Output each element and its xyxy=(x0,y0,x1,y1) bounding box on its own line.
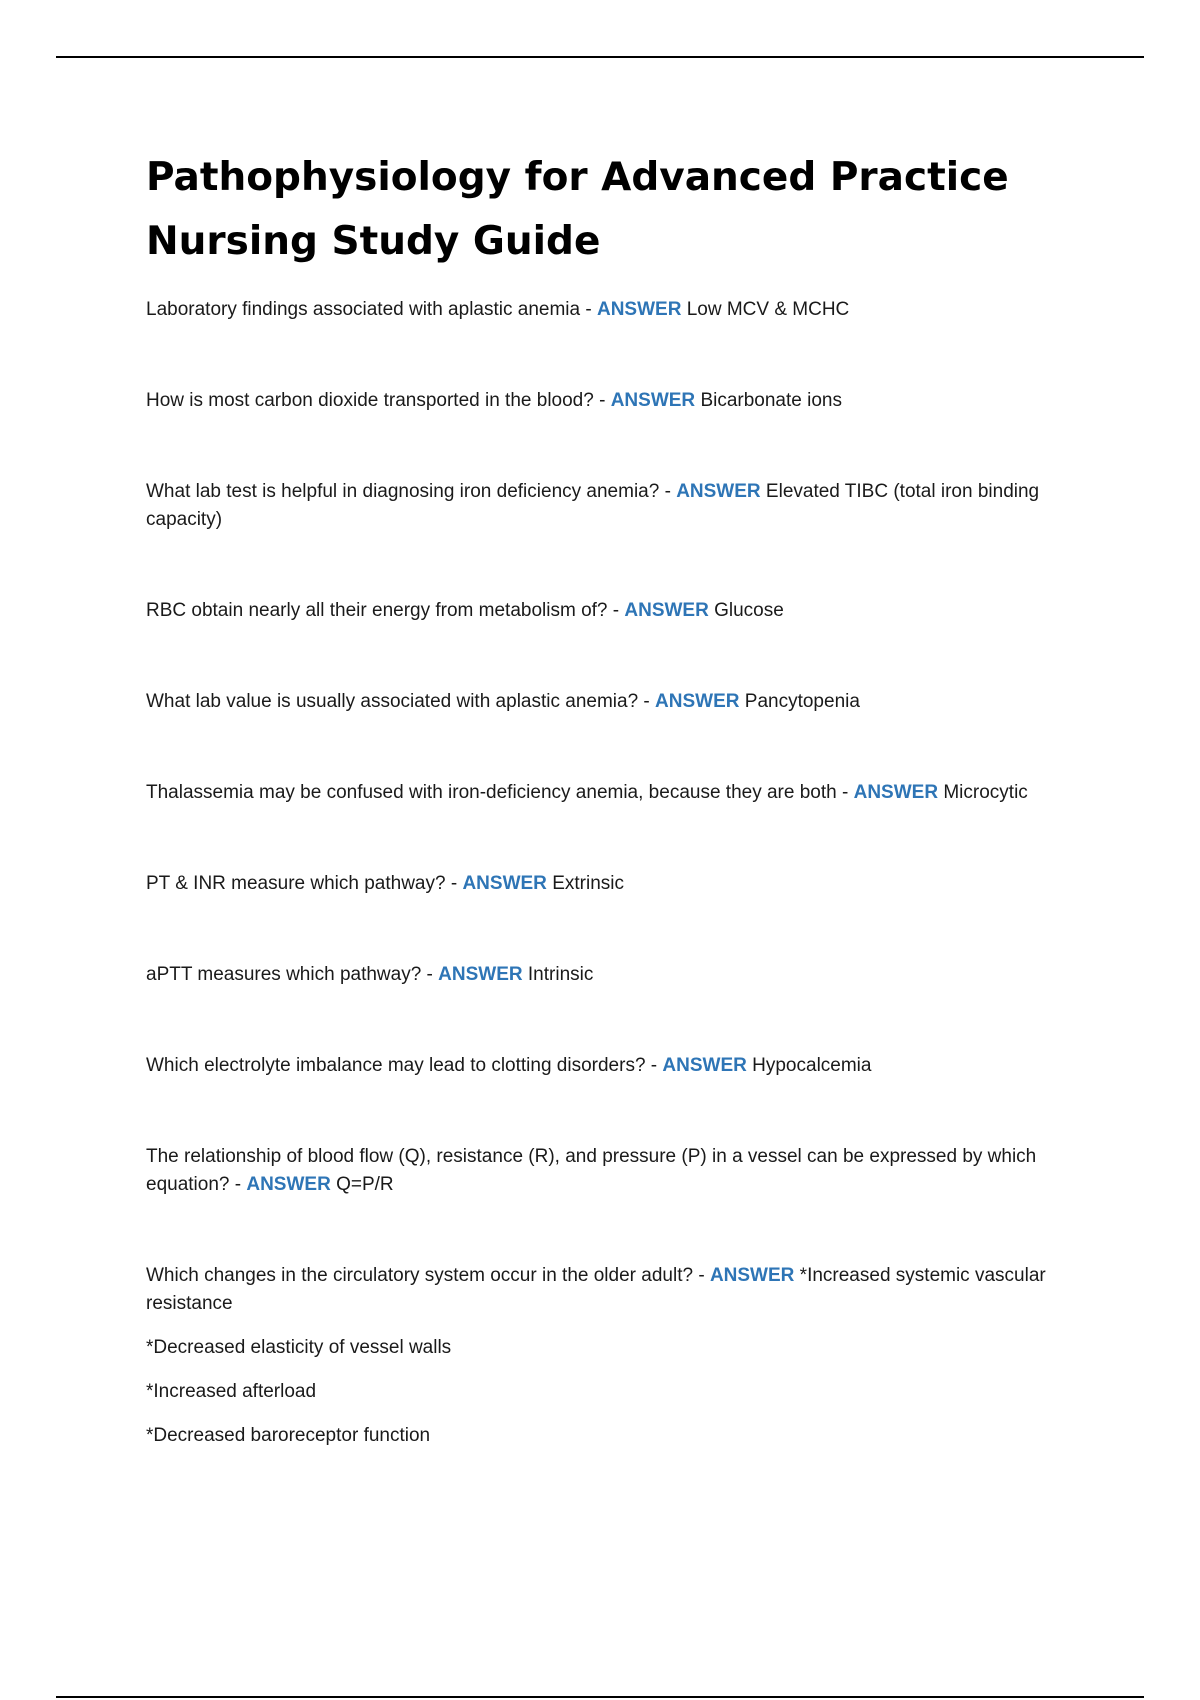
question-text: RBC obtain nearly all their energy from metabolism of? - xyxy=(146,600,620,621)
answer-label: ANSWER xyxy=(246,1174,331,1195)
answer-label: ANSWER xyxy=(853,782,939,803)
question-text: Which electrolyte imbalance may lead to clotting disorders? - xyxy=(146,1055,658,1076)
answer-label: ANSWER xyxy=(596,299,682,320)
answer-text: Hypocalcemia xyxy=(752,1055,872,1076)
qa-item xyxy=(146,387,1046,415)
answer-text: *Increased systemic vascular resistance xyxy=(146,1265,1046,1314)
qa-item xyxy=(146,870,1046,898)
page-title: Pathophysiology for Advanced Practice Nursing Study Guide xyxy=(146,155,1009,264)
question-text: aPTT measures which pathway? - xyxy=(146,964,433,985)
answer-text: Q=P/R xyxy=(336,1174,394,1195)
answer-label: ANSWER xyxy=(624,600,709,621)
question-text: What lab value is usually associated with aplastic anemia? - xyxy=(146,691,650,712)
answer-continuation-line: *Decreased baroreceptor function xyxy=(146,1425,431,1446)
bottom-rule xyxy=(56,1696,1144,1698)
answer-text: Elevated TIBC (total iron binding capacity) xyxy=(146,481,1040,530)
answer-continuation-line: *Decreased elasticity of vessel walls xyxy=(146,1337,452,1358)
qa-item xyxy=(146,1143,1046,1199)
question-text: How is most carbon dioxide transported in the blood? - xyxy=(146,390,606,411)
question-text: Laboratory findings associated with aplastic anemia - xyxy=(146,299,592,320)
answer-text: Intrinsic xyxy=(527,964,594,985)
question-text: PT & INR measure which pathway? - xyxy=(146,873,458,894)
question-text: Thalassemia may be confused with iron-deficiency anemia, because they are both - xyxy=(146,782,849,803)
answer-label: ANSWER xyxy=(655,691,740,712)
answer-text: Pancytopenia xyxy=(744,691,860,712)
answer-label: ANSWER xyxy=(610,390,696,411)
question-text: What lab test is helpful in diagnosing iron deficiency anemia? - xyxy=(146,481,671,502)
answer-continuation-line: *Increased afterload xyxy=(146,1381,317,1402)
question-text: Which changes in the circulatory system occur in the older adult? - xyxy=(146,1265,705,1286)
answer-text: Extrinsic xyxy=(552,873,624,894)
answer-label: ANSWER xyxy=(462,873,547,894)
answer-text: Low MCV & MCHC xyxy=(686,299,850,320)
answer-text: Glucose xyxy=(714,600,784,621)
qa-item xyxy=(146,688,1046,716)
qa-item xyxy=(146,296,1046,324)
qa-item xyxy=(146,961,1046,989)
answer-label: ANSWER xyxy=(438,964,523,985)
top-rule xyxy=(56,56,1144,58)
qa-item xyxy=(146,1262,1046,1318)
answer-label: ANSWER xyxy=(709,1265,795,1286)
qa-item xyxy=(146,779,1046,807)
qa-item xyxy=(146,478,1046,534)
qa-item xyxy=(146,1052,1046,1080)
answer-label: ANSWER xyxy=(676,481,761,502)
study-guide-content xyxy=(146,146,1046,1450)
answer-text: Microcytic xyxy=(943,782,1028,803)
answer-label: ANSWER xyxy=(662,1055,747,1076)
question-text: The relationship of blood flow (Q), resistance (R), and pressure (P) in a vessel can be expressed by which equation? - xyxy=(146,1146,1037,1195)
answer-text: Bicarbonate ions xyxy=(700,390,842,411)
qa-item xyxy=(146,597,1046,625)
